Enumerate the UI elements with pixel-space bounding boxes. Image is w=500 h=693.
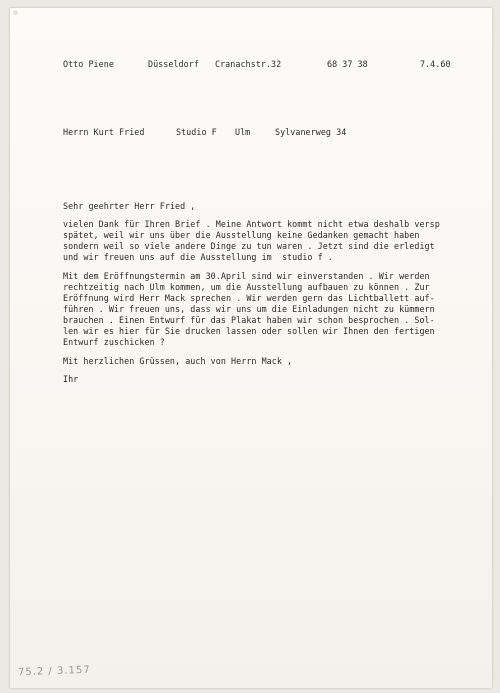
recipient-city: Ulm <box>235 127 251 137</box>
body-line: vielen Dank für Ihren Brief . Meine Antwort kommt nicht etwa deshalb versp <box>63 219 440 229</box>
recipient-street: Sylvanerweg 34 <box>275 127 347 137</box>
body-line: und wir freuen uns auf die Ausstellung im studio f . <box>63 252 333 262</box>
recipient-studio: Studio F <box>176 127 217 137</box>
body-line: Entwurf zuschicken ? <box>63 337 165 347</box>
paper-sheet <box>10 8 492 688</box>
body-line: Mit dem Eröffnungstermin am 30.April sind wir einverstanden . Wir werden <box>63 271 430 281</box>
archive-pencil-mark: 75.2 / 3.157 <box>17 664 91 679</box>
sender-name: Otto Piene <box>63 59 114 69</box>
recipient-name: Herrn Kurt Fried <box>63 127 145 137</box>
body-line: spätet, weil wir uns über die Ausstellung keine Gedanken gemacht haben <box>63 230 420 240</box>
salutation: Sehr geehrter Herr Fried , <box>63 201 196 211</box>
sign-off: Ihr <box>63 374 79 384</box>
sender-city: Düsseldorf <box>148 59 199 69</box>
closing: Mit herzlichen Grüssen, auch von Herrn Mack , <box>63 356 293 366</box>
body-line: führen . Wir freuen uns, dass wir uns um die Einladungen nicht zu kümmern <box>63 304 435 314</box>
sender-phone: 68 37 38 <box>327 59 368 69</box>
body-line: rechtzeitig nach Ulm kommen, um die Ausstellung aufbauen zu können . Zur <box>63 282 430 292</box>
body-line: Eröffnung wird Herr Mack sprechen . Wir werden gern das Lichtballett auf- <box>63 293 435 303</box>
corner-mark <box>13 10 18 15</box>
body-line: brauchen . Einen Entwurf für das Plakat haben wir schon besprochen . Sol- <box>63 315 435 325</box>
sender-street: Cranachstr.32 <box>215 59 282 69</box>
body-line: len wir es hier für Sie drucken lassen oder sollen wir Ihnen den fertigen <box>63 326 435 336</box>
body-line: sondern weil so viele andere Dinge zu tun waren . Jetzt sind die erledigt <box>63 241 435 251</box>
letter-date: 7.4.60 <box>420 59 451 69</box>
